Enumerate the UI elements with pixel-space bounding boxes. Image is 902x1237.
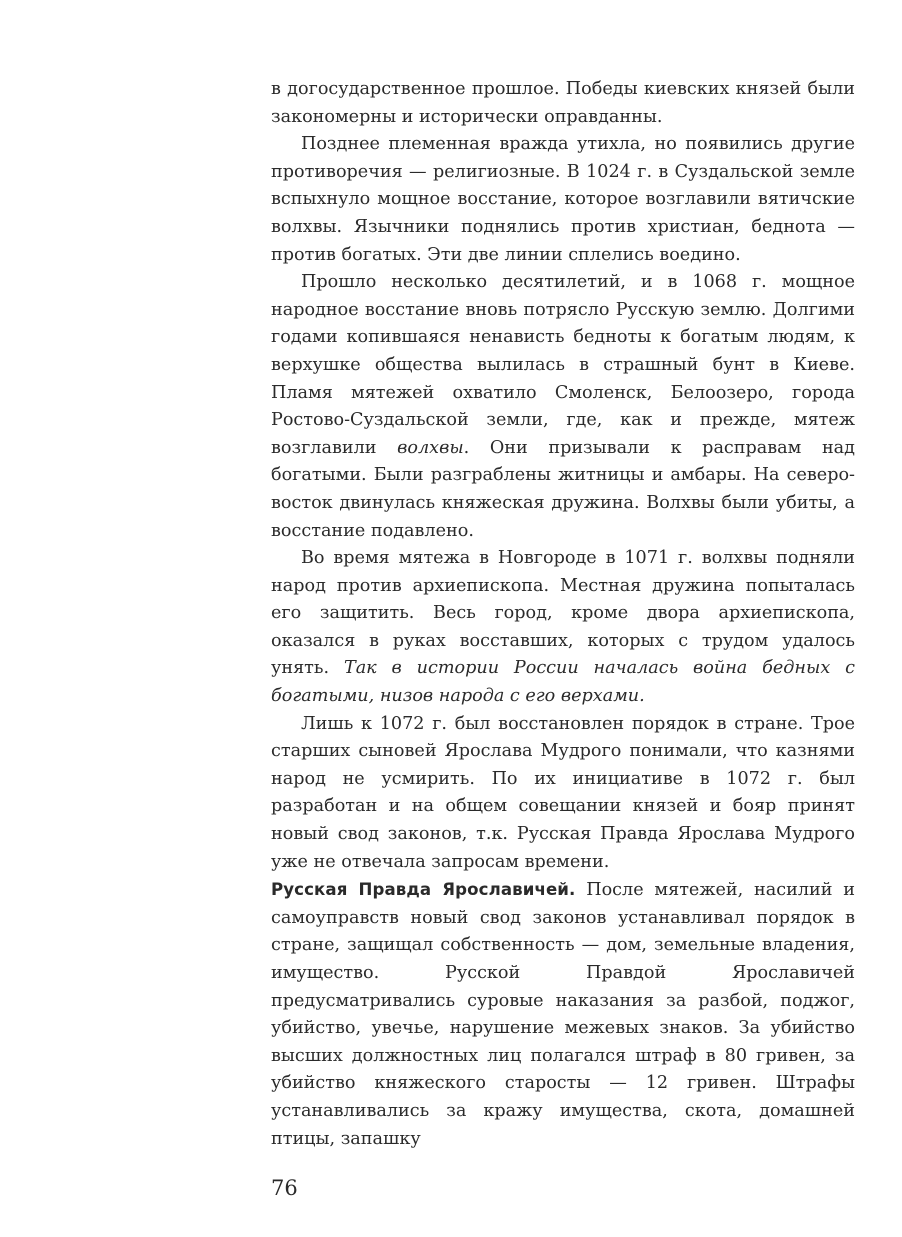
paragraph-1: в догосударственное прошлое. Победы киевских князей были закономерны и исторически оправданны. [271, 79, 855, 127]
paragraph-4-text: Во время мятежа в Новгороде в 1071 г. волхвы подняли народ против архиепископа. Местная дружина попыталась его защитить. Весь город, кроме двора архиепископа, оказался в руках восставших, которых с трудом удалось унять. [271, 548, 855, 679]
paragraph-4-italic-conclusion: Так в истории России началась война бедных с богатыми, низов народа с его верхами. [271, 658, 855, 707]
paragraph-6 [271, 876, 855, 1153]
paragraph-3-text: Прошло несколько десятилетий, и в 1068 г. мощное народное восстание вновь потрясло Русскую землю. Долгими годами копившаяся ненависть бедноты к богатым людям, к верхушке общества вылилась в страшный бунт в Киеве. Пламя мятежей охватило Смоленск, Белоозеро, города Ростово-Суздальской земли, где, как и прежде, мятеж возглавили [271, 272, 855, 458]
paragraph-3-text-end: . Они призывали к расправам над богатыми. Были разграблены житницы и амбары. На северо-восток двинулась княжеская дружина. Волхвы были убиты, а восстание подавлено. [271, 437, 855, 541]
paragraph-3-italic-term: волхвы [397, 437, 464, 458]
paragraph-6-text: После мятежей, насилий и самоуправств новый свод законов устанавливал порядок в стране, защищал собственность — дом, земельные владения, имущество. Русской Правдой Ярославичей предусматривались суровые наказания за разбой, поджог, убийство, увечье, нарушение межевых знаков. За убийство высших должностных лиц полагался штраф в 80 гривен, за убийство княжеского старосты — 12 гривен. Штрафы устанавливались за кражу имущества, скота, домашней птицы, запашку [271, 880, 855, 1149]
paragraph-2: Позднее племенная вражда утихла, но появились другие противоречия — религиозные. В 1024 г. в Суздальской земле вспыхнуло мощное восстание, которое возглавили вятичские волхвы. Язычники поднялись против христиан, беднота — против богатых. Эти две линии сплелись воедино. [271, 134, 855, 265]
paragraph-3 [271, 269, 855, 545]
section-heading: Русская Правда Ярославичей. [271, 880, 576, 900]
body-text [271, 76, 855, 1153]
paragraph-5: Лишь к 1072 г. был восстановлен порядок в стране. Трое старших сыновей Ярослава Мудрого понимали, что казнями народ не усмирить. По их инициативе в 1072 г. был разработан и на общем совещании князей и бояр принят новый свод законов, т.к. Русская Правда Ярослава Мудрого уже не отвечала запросам времени. [271, 713, 855, 872]
paragraph-4 [271, 545, 855, 711]
page-number: 76 [271, 1176, 298, 1200]
